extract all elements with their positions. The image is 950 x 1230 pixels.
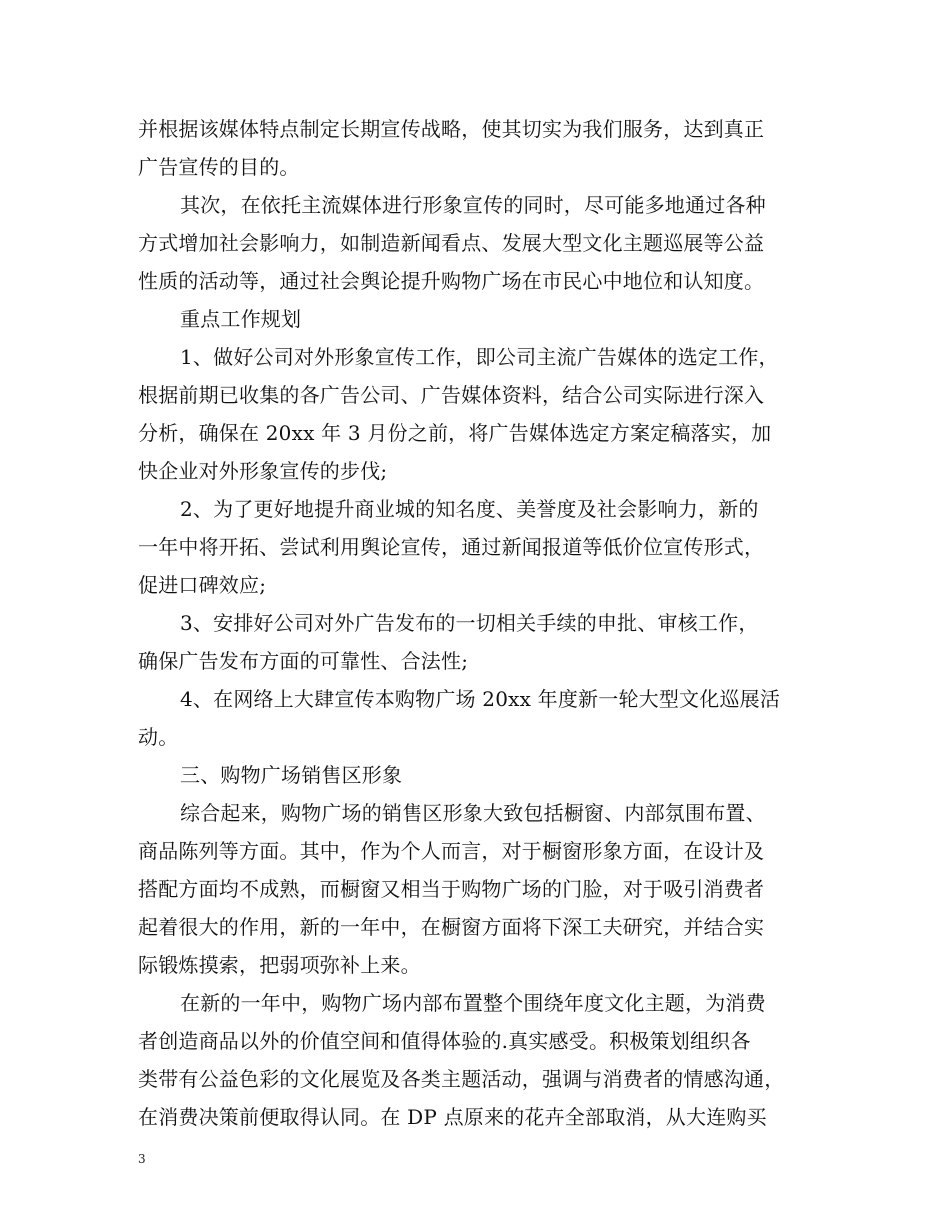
text-line: 类带有公益色彩的文化展览及各类主题活动，强调与消费者的情感沟通， [138, 1067, 785, 1091]
list-item-start-line: 2、为了更好地提升商业城的知名度、美誉度及社会影响力，新的 [180, 497, 759, 521]
text-line: 根据前期已收集的各广告公司、广告媒体资料，结合公司实际进行深入 [138, 383, 765, 407]
document-body [138, 110, 828, 1136]
text-line: 者创造商品以外的价值空间和值得体验的.真实感受。积极策划组织各 [138, 1029, 751, 1053]
paragraph-start-line: 综合起来，购物广场的销售区形象大致包括橱窗、内部氛围布置、 [180, 801, 766, 825]
text-line: 性质的活动等，通过社会舆论提升购物广场在市民心中地位和认知度。 [138, 269, 765, 293]
paragraph-start-line: 在新的一年中，购物广场内部布置整个围绕年度文化主题，为消费 [180, 991, 766, 1015]
text-line: 商品陈列等方面。其中，作为个人而言，对于橱窗形象方面，在设计及 [138, 839, 765, 863]
text-line: 广告宣传的目的。 [138, 155, 300, 179]
section-heading: 三、购物广场销售区形象 [180, 763, 403, 787]
text-line: 快企业对外形象宣传的步伐; [138, 459, 388, 483]
text-line: 在消费决策前便取得认同。在 DP 点原来的花卉全部取消，从大连购买 [138, 1105, 767, 1129]
text-line: 起着很大的作用，新的一年中，在橱窗方面将下深工夫研究，并结合实 [138, 915, 765, 939]
text-line: 搭配方面均不成熟，而橱窗又相当于购物广场的门脸，对于吸引消费者 [138, 877, 765, 901]
page-number: 3 [138, 1152, 146, 1166]
paragraph-start-line: 其次，在依托主流媒体进行形象宣传的同时，尽可能多地通过各种 [180, 193, 766, 217]
text-line: 际锻炼摸索，把弱项弥补上来。 [138, 953, 421, 977]
text-line: 并根据该媒体特点制定长期宣传战略，使其切实为我们服务，达到真正 [138, 117, 765, 141]
text-line: 促进口碑效应; [138, 573, 267, 597]
list-item-start-line: 1、做好公司对外形象宣传工作，即公司主流广告媒体的选定工作， [180, 345, 779, 369]
list-item-start-line: 3、安排好公司对外广告发布的一切相关手续的申批、审核工作， [180, 611, 759, 635]
text-line: 分析，确保在 20xx 年 3 月份之前，将广告媒体选定方案定稿落实，加 [138, 421, 772, 445]
text-line: 方式增加社会影响力，如制造新闻看点、发展大型文化主题巡展等公益 [138, 231, 765, 255]
list-item-start-line: 4、在网络上大肆宣传本购物广场 20xx 年度新一轮大型文化巡展活 [180, 687, 781, 711]
text-line: 动。 [138, 725, 179, 749]
section-heading: 重点工作规划 [180, 307, 302, 331]
text-line: 一年中将开拓、尝试利用舆论宣传，通过新闻报道等低价位宣传形式， [138, 535, 765, 559]
text-line: 确保广告发布方面的可靠性、合法性; [138, 649, 469, 673]
